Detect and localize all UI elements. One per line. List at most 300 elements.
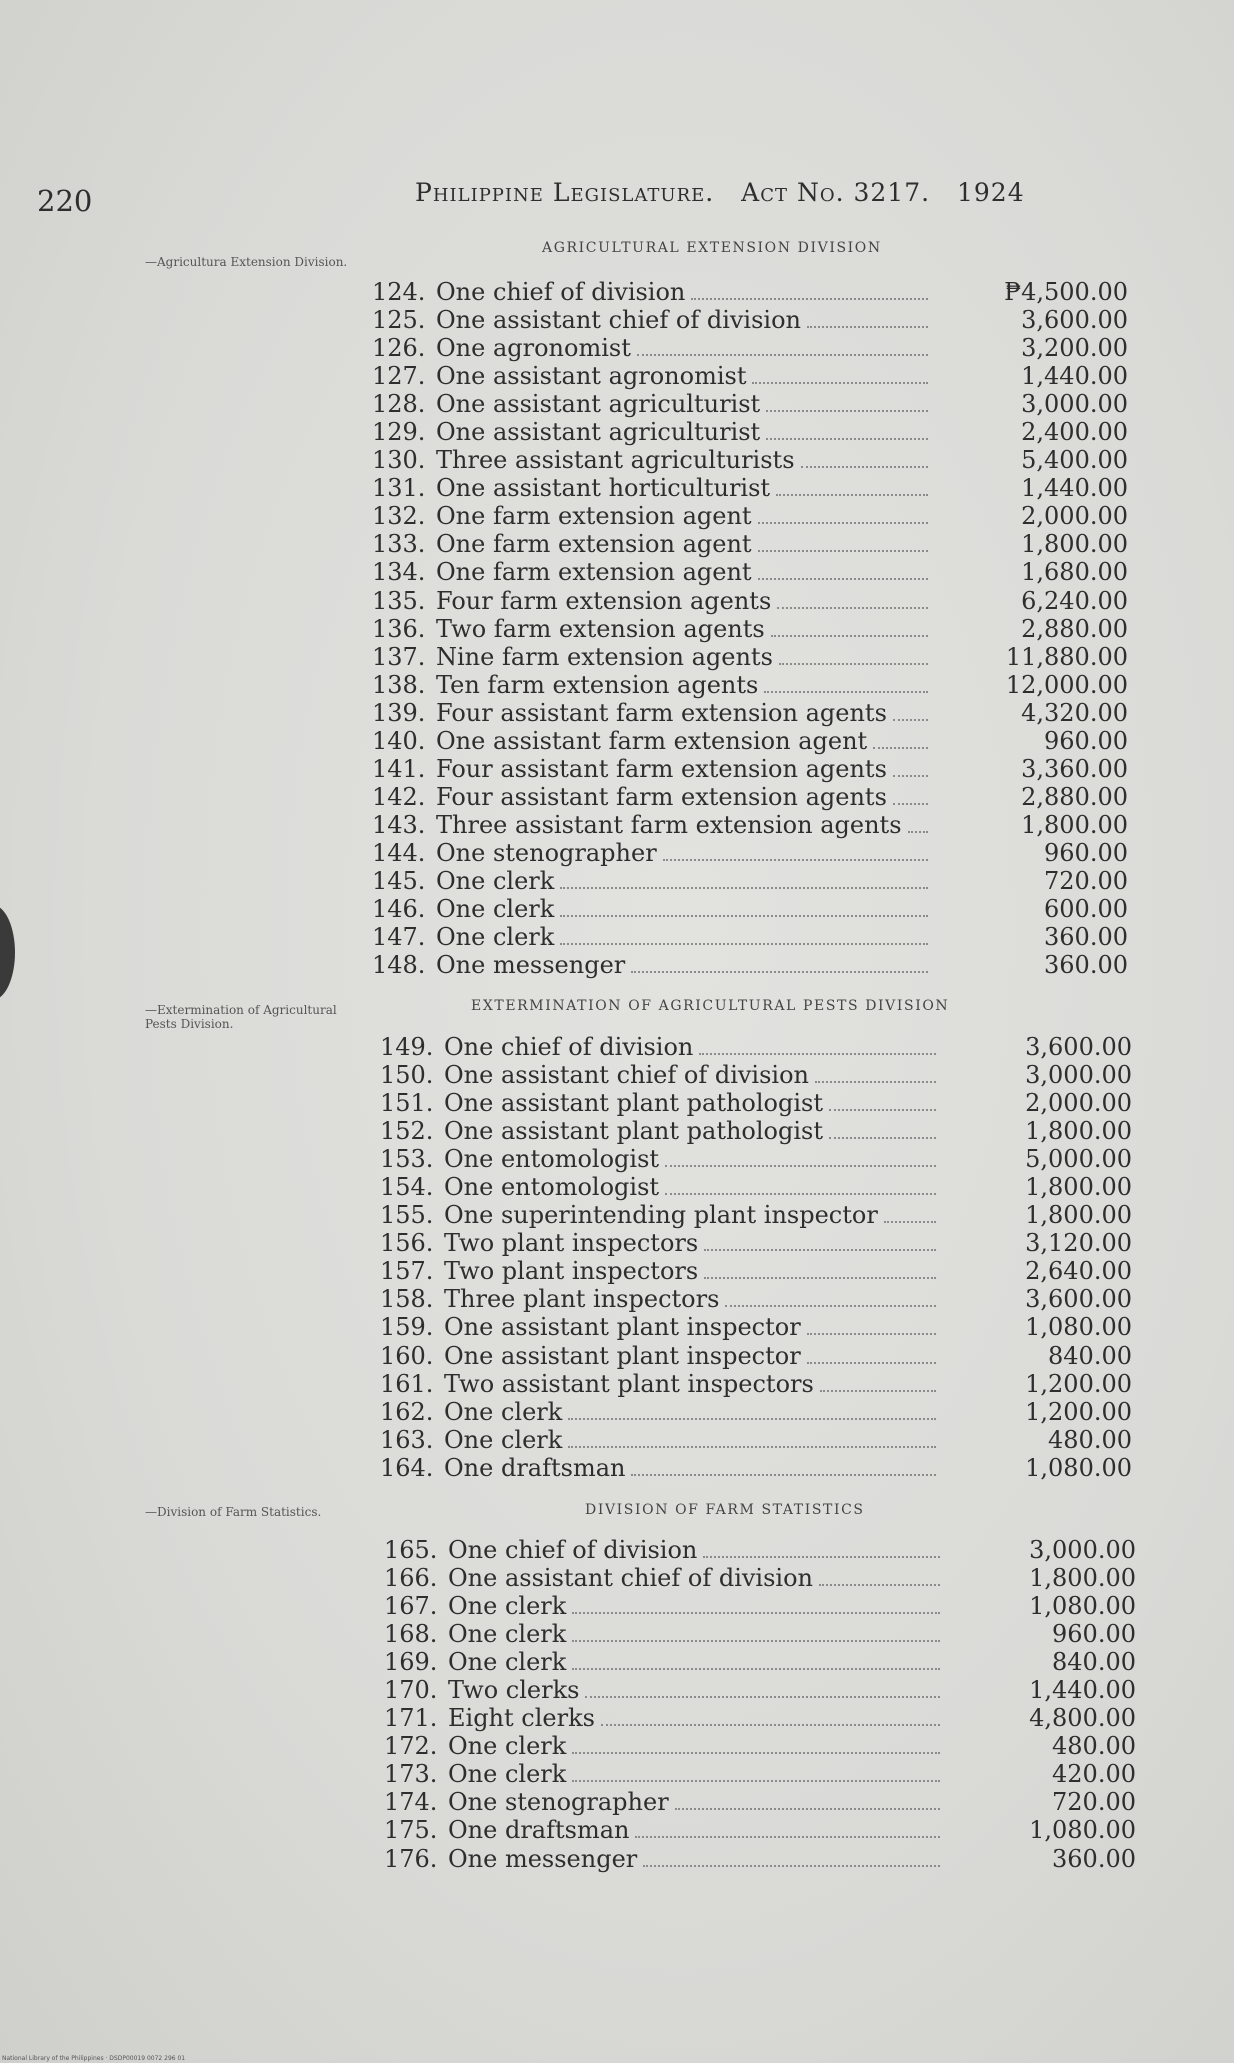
table-row xyxy=(372,587,1128,615)
item-description xyxy=(448,1648,944,1676)
item-number: 163. xyxy=(380,1425,434,1454)
item-description-text: One assistant agronomist xyxy=(436,362,747,391)
dot-leader xyxy=(884,1221,936,1223)
item-number: 130. xyxy=(372,446,426,475)
item-amount: 3,000.00 xyxy=(1021,390,1128,419)
running-header xyxy=(415,178,1043,207)
dot-leader xyxy=(699,1053,936,1055)
item-description-text: Two plant inspectors xyxy=(444,1257,699,1286)
item-amount: 1,800.00 xyxy=(1029,1564,1136,1593)
item-number: 140. xyxy=(372,726,426,755)
table-row xyxy=(372,783,1128,811)
item-number: 150. xyxy=(380,1061,434,1090)
item-number: 157. xyxy=(380,1257,434,1286)
item-description-text: One stenographer xyxy=(436,838,657,867)
item-description xyxy=(436,418,932,446)
item-number: 175. xyxy=(384,1816,438,1845)
item-number: 155. xyxy=(380,1201,434,1230)
item-description xyxy=(444,1173,940,1201)
item-description xyxy=(448,1704,944,1732)
scan-thumb-shadow xyxy=(0,905,15,1000)
dot-leader xyxy=(893,803,928,805)
dot-leader xyxy=(764,691,928,693)
item-description xyxy=(436,643,932,671)
item-amount: 1,080.00 xyxy=(1029,1592,1136,1621)
item-description xyxy=(436,278,932,306)
running-header-legislature: Philippine Legislature. xyxy=(415,178,715,207)
item-description-text: One clerk xyxy=(436,923,555,952)
item-amount: 960.00 xyxy=(1044,726,1128,755)
item-description xyxy=(436,923,932,951)
item-description xyxy=(436,558,932,586)
table-row xyxy=(380,1201,1132,1229)
item-description-text: One farm extension agent xyxy=(436,502,752,531)
table-row xyxy=(384,1620,1136,1648)
item-amount: 3,200.00 xyxy=(1021,334,1128,363)
item-description xyxy=(444,1117,940,1145)
item-amount: 2,000.00 xyxy=(1025,1089,1132,1118)
table-row xyxy=(372,923,1128,951)
item-description-text: Nine farm extension agents xyxy=(436,642,773,671)
table-row xyxy=(372,446,1128,474)
item-description xyxy=(444,1229,940,1257)
running-header-act: Act No. 3217. xyxy=(741,178,931,207)
item-description xyxy=(444,1426,940,1454)
item-description-text: Two farm extension agents xyxy=(436,614,765,643)
item-amount: 960.00 xyxy=(1044,838,1128,867)
page-number: 220 xyxy=(37,184,93,218)
item-description-text: Four farm extension agents xyxy=(436,586,772,615)
table-row xyxy=(372,671,1128,699)
dot-leader xyxy=(568,1418,936,1420)
table-row xyxy=(380,1342,1132,1370)
dot-leader xyxy=(771,635,928,637)
dot-leader xyxy=(815,1081,936,1083)
table-row xyxy=(372,362,1128,390)
table-row xyxy=(384,1816,1136,1844)
dot-leader xyxy=(829,1137,936,1139)
item-number: 156. xyxy=(380,1229,434,1258)
item-description xyxy=(448,1732,944,1760)
item-number: 138. xyxy=(372,670,426,699)
table-row xyxy=(384,1732,1136,1760)
item-description xyxy=(436,390,932,418)
item-description-text: One draftsman xyxy=(448,1816,630,1845)
dot-leader xyxy=(665,1165,936,1167)
item-number: 166. xyxy=(384,1564,438,1593)
item-amount: 3,000.00 xyxy=(1029,1536,1136,1564)
item-amount: 3,600.00 xyxy=(1025,1033,1132,1061)
item-amount: 2,880.00 xyxy=(1021,782,1128,811)
item-number: 161. xyxy=(380,1369,434,1398)
table-row xyxy=(372,755,1128,783)
margin-note-extermination: —Extermination of Agricultural Pests Division. xyxy=(145,1003,337,1031)
item-number: 170. xyxy=(384,1676,438,1705)
dot-leader xyxy=(572,1668,940,1670)
dot-leader xyxy=(819,1584,940,1586)
item-description xyxy=(448,1564,944,1592)
item-description xyxy=(444,1285,940,1313)
item-description xyxy=(436,474,932,502)
dot-leader xyxy=(829,1109,936,1111)
item-description-text: One assistant chief of division xyxy=(436,306,802,335)
dot-leader xyxy=(703,1556,940,1558)
dot-leader xyxy=(776,494,928,496)
item-amount: 4,800.00 xyxy=(1029,1704,1136,1733)
item-number: 171. xyxy=(384,1704,438,1733)
item-description xyxy=(444,1089,940,1117)
item-description-text: One assistant agriculturist xyxy=(436,390,761,419)
dot-leader xyxy=(560,887,928,889)
table-row xyxy=(372,306,1128,334)
dot-leader xyxy=(572,1640,940,1642)
margin-note-farm-statistics: —Division of Farm Statistics. xyxy=(145,1505,322,1519)
dot-leader xyxy=(635,1836,940,1838)
item-amount: 3,600.00 xyxy=(1025,1285,1132,1314)
item-amount: 2,880.00 xyxy=(1021,614,1128,643)
item-description-text: One clerk xyxy=(448,1592,567,1621)
scan-credit: National Library of the Philippines · DSDP00019 0072 296 01 xyxy=(2,2055,186,2062)
item-number: 137. xyxy=(372,642,426,671)
item-description-text: One chief of division xyxy=(448,1536,698,1564)
item-description-text: One assistant agriculturist xyxy=(436,418,761,447)
table-row xyxy=(380,1229,1132,1257)
item-number: 162. xyxy=(380,1397,434,1426)
item-amount: 480.00 xyxy=(1052,1732,1136,1761)
dot-leader xyxy=(691,298,928,300)
table-row xyxy=(380,1257,1132,1285)
dot-leader xyxy=(637,354,928,356)
table-row xyxy=(384,1564,1136,1592)
item-description-text: One clerk xyxy=(448,1760,567,1789)
item-amount: 1,200.00 xyxy=(1025,1397,1132,1426)
item-amount: 1,080.00 xyxy=(1025,1313,1132,1342)
item-description-text: Three assistant farm extension agents xyxy=(436,810,902,839)
item-amount: 1,200.00 xyxy=(1025,1369,1132,1398)
table-row xyxy=(384,1760,1136,1788)
item-number: 126. xyxy=(372,334,426,363)
table-row xyxy=(384,1536,1136,1564)
table-row xyxy=(372,643,1128,671)
item-description-text: One clerk xyxy=(436,866,555,895)
item-description xyxy=(444,1145,940,1173)
margin-note-agricultural-extension: —Agricultura Extension Division. xyxy=(145,255,348,269)
table-row xyxy=(372,727,1128,755)
item-amount: 360.00 xyxy=(1052,1844,1136,1873)
running-header-year: 1924 xyxy=(957,178,1025,207)
item-description-text: One assistant chief of division xyxy=(448,1564,814,1593)
item-description xyxy=(436,334,932,362)
item-amount: ₱4,500.00 xyxy=(1004,278,1128,306)
item-description-text: One assistant horticulturist xyxy=(436,474,771,503)
item-description-text: One clerk xyxy=(436,895,555,924)
item-description xyxy=(444,1033,940,1061)
item-number: 174. xyxy=(384,1788,438,1817)
table-row xyxy=(372,951,1128,979)
item-number: 165. xyxy=(384,1536,438,1564)
section-rows-agricultural-extension xyxy=(372,278,1128,979)
item-number: 164. xyxy=(380,1453,434,1482)
item-amount: 1,440.00 xyxy=(1029,1676,1136,1705)
item-description-text: One agronomist xyxy=(436,334,631,363)
table-row xyxy=(372,839,1128,867)
item-description-text: One assistant plant pathologist xyxy=(444,1089,824,1118)
table-row xyxy=(380,1061,1132,1089)
item-number: 159. xyxy=(380,1313,434,1342)
table-row xyxy=(372,867,1128,895)
item-description xyxy=(436,727,932,755)
item-description xyxy=(448,1592,944,1620)
item-number: 145. xyxy=(372,866,426,895)
item-amount: 1,080.00 xyxy=(1029,1816,1136,1845)
item-description-text: Eight clerks xyxy=(448,1704,595,1733)
table-row xyxy=(372,418,1128,446)
item-number: 152. xyxy=(380,1117,434,1146)
item-description xyxy=(444,1061,940,1089)
item-number: 173. xyxy=(384,1760,438,1789)
section-rows-farm-statistics xyxy=(384,1536,1136,1873)
item-number: 124. xyxy=(372,278,426,306)
item-description xyxy=(436,839,932,867)
dot-leader xyxy=(675,1808,940,1810)
item-description-text: Four assistant farm extension agents xyxy=(436,782,887,811)
item-description-text: One assistant plant inspector xyxy=(444,1341,801,1370)
item-description-text: Ten farm extension agents xyxy=(436,670,759,699)
item-description-text: One draftsman xyxy=(444,1453,626,1482)
item-number: 158. xyxy=(380,1285,434,1314)
item-amount: 3,360.00 xyxy=(1021,754,1128,783)
table-row xyxy=(372,811,1128,839)
table-row xyxy=(380,1033,1132,1061)
dot-leader xyxy=(560,915,928,917)
item-amount: 5,400.00 xyxy=(1021,446,1128,475)
dot-leader xyxy=(704,1249,936,1251)
dot-leader xyxy=(807,1362,936,1364)
dot-leader xyxy=(643,1865,940,1867)
item-amount: 720.00 xyxy=(1044,866,1128,895)
item-amount: 3,600.00 xyxy=(1021,306,1128,335)
item-description xyxy=(436,306,932,334)
item-amount: 720.00 xyxy=(1052,1788,1136,1817)
item-description-text: Four assistant farm extension agents xyxy=(436,754,887,783)
item-number: 149. xyxy=(380,1033,434,1061)
table-row xyxy=(372,502,1128,530)
item-amount: 480.00 xyxy=(1048,1425,1132,1454)
dot-leader xyxy=(758,578,928,580)
table-row xyxy=(380,1285,1132,1313)
item-description xyxy=(444,1398,940,1426)
item-number: 143. xyxy=(372,810,426,839)
item-number: 132. xyxy=(372,502,426,531)
item-number: 135. xyxy=(372,586,426,615)
item-amount: 420.00 xyxy=(1052,1760,1136,1789)
item-description-text: One chief of division xyxy=(436,278,686,306)
item-description-text: One chief of division xyxy=(444,1033,694,1061)
item-description-text: Four assistant farm extension agents xyxy=(436,698,887,727)
item-description xyxy=(444,1201,940,1229)
dot-leader xyxy=(704,1277,936,1279)
item-description-text: Three plant inspectors xyxy=(444,1285,720,1314)
item-number: 146. xyxy=(372,895,426,924)
item-amount: 840.00 xyxy=(1048,1341,1132,1370)
dot-leader xyxy=(631,1474,936,1476)
dot-leader xyxy=(820,1390,936,1392)
item-description xyxy=(436,811,932,839)
table-row xyxy=(372,558,1128,586)
dot-leader xyxy=(908,831,928,833)
dot-leader xyxy=(758,550,928,552)
item-number: 172. xyxy=(384,1732,438,1761)
dot-leader xyxy=(807,326,928,328)
dot-leader xyxy=(893,775,928,777)
table-row xyxy=(380,1089,1132,1117)
table-row xyxy=(380,1454,1132,1482)
table-row xyxy=(380,1313,1132,1341)
table-row xyxy=(372,615,1128,643)
item-description-text: One messenger xyxy=(436,951,626,980)
item-number: 142. xyxy=(372,782,426,811)
item-number: 125. xyxy=(372,306,426,335)
dot-leader xyxy=(725,1305,936,1307)
item-description xyxy=(444,1370,940,1398)
item-number: 141. xyxy=(372,754,426,783)
item-number: 176. xyxy=(384,1844,438,1873)
dot-leader xyxy=(893,719,928,721)
table-row xyxy=(372,334,1128,362)
item-amount: 1,800.00 xyxy=(1025,1201,1132,1230)
item-description xyxy=(448,1620,944,1648)
table-row xyxy=(372,530,1128,558)
item-description-text: One clerk xyxy=(444,1397,563,1426)
item-amount: 2,000.00 xyxy=(1021,502,1128,531)
table-row xyxy=(384,1676,1136,1704)
item-number: 169. xyxy=(384,1648,438,1677)
dot-leader xyxy=(601,1724,940,1726)
dot-leader xyxy=(873,747,928,749)
item-description xyxy=(436,671,932,699)
item-amount: 1,080.00 xyxy=(1025,1453,1132,1482)
item-amount: 960.00 xyxy=(1052,1620,1136,1649)
dot-leader xyxy=(663,859,928,861)
table-row xyxy=(384,1648,1136,1676)
item-amount: 360.00 xyxy=(1044,951,1128,980)
dot-leader xyxy=(572,1780,940,1782)
item-description-text: One entomologist xyxy=(444,1145,660,1174)
item-description-text: One superintending plant inspector xyxy=(444,1201,878,1230)
dot-leader xyxy=(665,1193,936,1195)
item-description xyxy=(436,699,932,727)
item-amount: 1,440.00 xyxy=(1021,362,1128,391)
item-description xyxy=(436,895,932,923)
item-amount: 1,800.00 xyxy=(1025,1117,1132,1146)
item-description xyxy=(448,1816,944,1844)
dot-leader xyxy=(777,607,928,609)
item-number: 133. xyxy=(372,530,426,559)
table-row xyxy=(384,1845,1136,1873)
item-number: 167. xyxy=(384,1592,438,1621)
item-amount: 12,000.00 xyxy=(1005,670,1128,699)
item-description-text: One messenger xyxy=(448,1844,638,1873)
table-row xyxy=(372,474,1128,502)
item-description xyxy=(448,1536,944,1564)
table-row xyxy=(380,1398,1132,1426)
item-amount: 5,000.00 xyxy=(1025,1145,1132,1174)
item-description-text: One clerk xyxy=(448,1620,567,1649)
item-number: 134. xyxy=(372,558,426,587)
item-description-text: One clerk xyxy=(444,1425,563,1454)
dot-leader xyxy=(766,438,928,440)
item-description xyxy=(436,362,932,390)
item-description xyxy=(436,951,932,979)
dot-leader xyxy=(572,1612,940,1614)
item-number: 127. xyxy=(372,362,426,391)
dot-leader xyxy=(807,1333,936,1335)
item-amount: 1,800.00 xyxy=(1021,810,1128,839)
item-description-text: Two clerks xyxy=(448,1676,580,1705)
item-description xyxy=(448,1676,944,1704)
dot-leader xyxy=(758,522,928,524)
dot-leader xyxy=(779,663,928,665)
item-description-text: One assistant plant inspector xyxy=(444,1313,801,1342)
item-description xyxy=(436,446,932,474)
table-row xyxy=(384,1788,1136,1816)
dot-leader xyxy=(568,1446,936,1448)
item-amount: 1,800.00 xyxy=(1021,530,1128,559)
item-number: 144. xyxy=(372,838,426,867)
item-description xyxy=(444,1342,940,1370)
item-description-text: One entomologist xyxy=(444,1173,660,1202)
item-description-text: One stenographer xyxy=(448,1788,669,1817)
item-number: 160. xyxy=(380,1341,434,1370)
dot-leader xyxy=(752,382,928,384)
item-amount: 4,320.00 xyxy=(1021,698,1128,727)
table-row xyxy=(372,390,1128,418)
item-description xyxy=(436,587,932,615)
dot-leader xyxy=(801,466,928,468)
item-description-text: One clerk xyxy=(448,1732,567,1761)
dot-leader xyxy=(560,943,928,945)
item-description-text: Two assistant plant inspectors xyxy=(444,1369,814,1398)
item-description-text: One clerk xyxy=(448,1648,567,1677)
table-row xyxy=(380,1173,1132,1201)
item-description xyxy=(448,1760,944,1788)
item-description xyxy=(436,502,932,530)
dot-leader xyxy=(766,410,928,412)
item-description xyxy=(444,1313,940,1341)
item-amount: 1,440.00 xyxy=(1021,474,1128,503)
item-description-text: One farm extension agent xyxy=(436,558,752,587)
item-amount: 600.00 xyxy=(1044,895,1128,924)
item-amount: 840.00 xyxy=(1052,1648,1136,1677)
table-row xyxy=(372,895,1128,923)
dot-leader xyxy=(572,1752,940,1754)
section-rows-extermination xyxy=(380,1033,1132,1482)
item-number: 148. xyxy=(372,951,426,980)
dot-leader xyxy=(585,1696,940,1698)
item-number: 147. xyxy=(372,923,426,952)
item-description xyxy=(436,530,932,558)
item-number: 139. xyxy=(372,698,426,727)
item-amount: 3,000.00 xyxy=(1025,1061,1132,1090)
item-description xyxy=(444,1454,940,1482)
table-row xyxy=(380,1117,1132,1145)
item-number: 153. xyxy=(380,1145,434,1174)
table-row xyxy=(384,1704,1136,1732)
item-description-text: Three assistant agriculturists xyxy=(436,446,795,475)
dot-leader xyxy=(631,971,928,973)
item-description-text: One assistant farm extension agent xyxy=(436,726,868,755)
table-row xyxy=(384,1592,1136,1620)
